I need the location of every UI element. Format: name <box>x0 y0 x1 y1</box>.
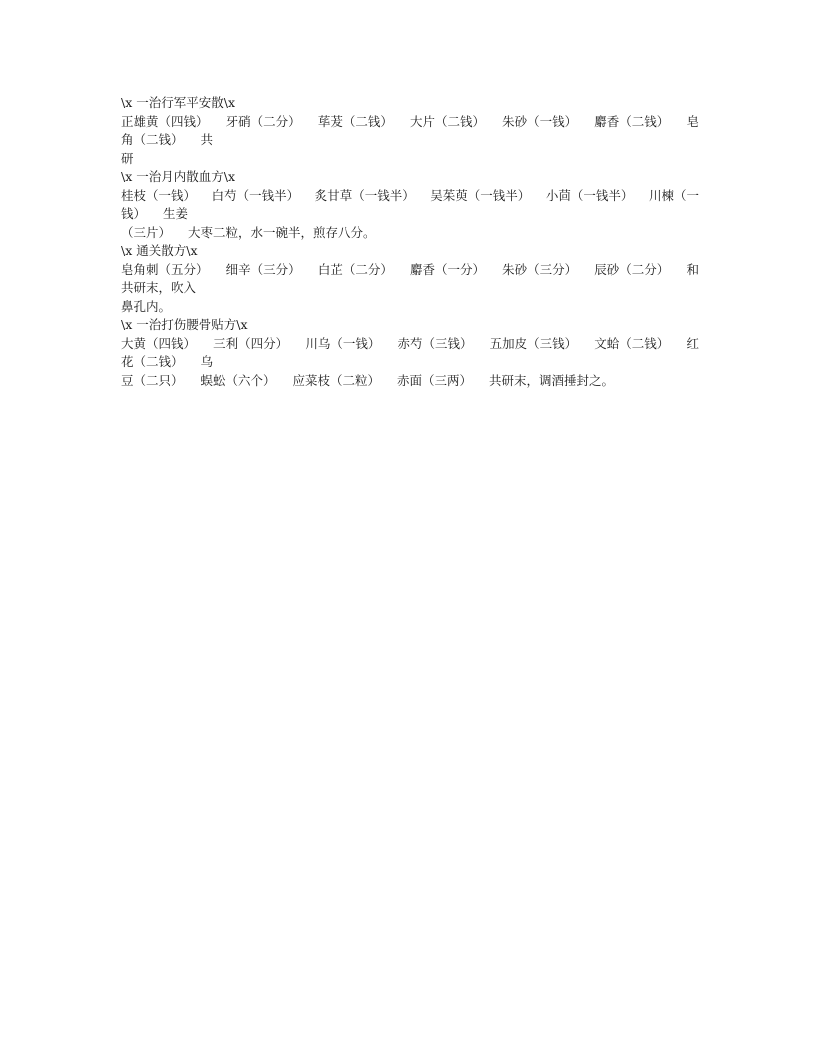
ingredient: 桂枝（一钱） <box>121 187 197 203</box>
heading-text: \x 一治月内散血方\x <box>121 169 235 184</box>
ingredient: 荜茇（二钱） <box>317 113 393 129</box>
ingredient-line <box>121 131 699 150</box>
ingredient: 五加皮（三钱） <box>489 335 578 351</box>
ingredient: 和 <box>686 261 699 277</box>
ingredient: 乌 <box>200 354 214 369</box>
heading-text: \x 一治行军平安散\x <box>121 95 235 110</box>
ingredient: 钱） <box>121 206 147 221</box>
heading-text: \x 通关散方\x <box>121 243 198 258</box>
ingredient: 花（二钱） <box>121 354 184 369</box>
ingredient: 三利（四分） <box>213 335 289 351</box>
ingredient: 文蛤（二钱） <box>594 335 670 351</box>
ingredient: 共 <box>200 132 214 147</box>
ingredient: 皂角刺（五分） <box>121 261 209 277</box>
ingredient: 红 <box>686 335 699 351</box>
ingredient: 川乌（一钱） <box>305 335 381 351</box>
text-line <box>121 279 699 298</box>
ingredient: 川楝（一 <box>648 187 699 203</box>
body-text: 共研末，吹入 <box>121 280 197 295</box>
ingredient-line <box>121 261 699 280</box>
section-heading-xingjun-pingan-san <box>121 94 699 113</box>
body-text: 鼻孔内。 <box>121 298 172 314</box>
text-line <box>121 298 699 317</box>
section-heading-tongguan-san <box>121 242 699 261</box>
body-text: 研 <box>121 150 134 166</box>
ingredient: 麝香（一分） <box>409 261 485 277</box>
ingredient: 生姜 <box>163 206 189 221</box>
ingredient: 牙硝（二分） <box>225 113 301 129</box>
ingredient: 大黄（四钱） <box>121 335 197 351</box>
ingredient: 赤面（三两） <box>397 372 473 388</box>
section-heading-yuenei-sanxue-fang <box>121 168 699 187</box>
ingredient-line <box>121 335 699 354</box>
ingredient: 大片（二钱） <box>409 113 485 129</box>
text-line <box>121 150 699 169</box>
instruction: 大枣二粒，水一碗半，煎存八分。 <box>188 224 376 240</box>
ingredient: 正雄黄（四钱） <box>121 113 209 129</box>
section-heading-dashang-yaogu-tiefang <box>121 316 699 335</box>
ingredient: 蜈蚣（六个） <box>200 372 276 388</box>
ingredient: 白芍（一钱半） <box>211 187 300 203</box>
ingredient: 炙甘草（一钱半） <box>314 187 415 203</box>
document-page <box>121 94 699 390</box>
ingredient: 豆（二只） <box>121 372 184 388</box>
ingredient: （三片） <box>121 224 172 240</box>
ingredient: 麝香（二钱） <box>594 113 670 129</box>
ingredient: 角（二钱） <box>121 132 184 147</box>
ingredient: 吴茱萸（一钱半） <box>430 187 531 203</box>
ingredient: 赤芍（三钱） <box>397 335 473 351</box>
ingredient-line <box>121 113 699 132</box>
ingredient: 朱砂（三分） <box>502 261 578 277</box>
heading-text: \x 一治打伤腰骨贴方\x <box>121 317 248 332</box>
ingredient: 皂 <box>686 113 699 129</box>
ingredient: 小茴（一钱半） <box>545 187 634 203</box>
ingredient-line <box>121 353 699 372</box>
ingredient: 朱砂（一钱） <box>502 113 578 129</box>
ingredient: 应菜枝（二粒） <box>292 372 381 388</box>
ingredient-line <box>121 187 699 206</box>
ingredient: 白芷（二分） <box>317 261 393 277</box>
ingredient: 辰砂（二分） <box>594 261 670 277</box>
ingredient: 细辛（三分） <box>225 261 301 277</box>
ingredient-line <box>121 372 699 391</box>
instruction: 共研末，调酒捶封之。 <box>489 372 615 388</box>
ingredient-line <box>121 224 699 243</box>
ingredient-line <box>121 205 699 224</box>
